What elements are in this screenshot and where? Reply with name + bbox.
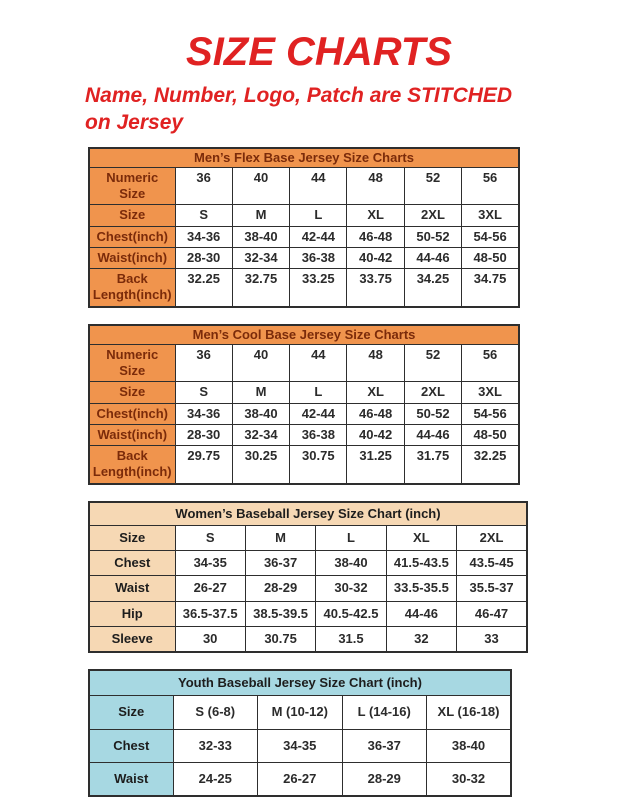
table-title: Men’s Flex Base Jersey Size Charts <box>89 148 519 168</box>
table-cell: M <box>232 382 289 403</box>
table-cell: 33.75 <box>347 269 404 307</box>
table-cell: 2XL <box>457 525 527 550</box>
table-cell: L <box>316 525 386 550</box>
table-row <box>89 525 527 550</box>
table-cell: 28-29 <box>342 762 427 796</box>
table-cell: 26-27 <box>175 576 245 601</box>
table-title: Men’s Cool Base Jersey Size Charts <box>89 325 519 345</box>
table-cell: S <box>175 205 232 226</box>
table-cell: 36-37 <box>245 551 315 576</box>
table-cell: 34.25 <box>404 269 461 307</box>
table-cell: 48 <box>347 344 404 382</box>
table-cell: 40-42 <box>347 247 404 268</box>
mens-flex-base-table <box>88 147 520 308</box>
table-cell: 28-29 <box>245 576 315 601</box>
table-row <box>89 762 511 796</box>
table-cell: 38.5-39.5 <box>245 601 315 626</box>
table-title-row <box>89 502 527 526</box>
table-cell: 33.5-35.5 <box>386 576 456 601</box>
table-cell: 32.75 <box>232 269 289 307</box>
table-title-row <box>89 325 519 345</box>
table-cell: 38-40 <box>232 403 289 424</box>
table-cell: 50-52 <box>404 403 461 424</box>
table-cell: S <box>175 382 232 403</box>
row-label: Chest <box>89 551 175 576</box>
table-cell: 31.25 <box>347 446 404 484</box>
table-cell: L (14-16) <box>342 696 427 729</box>
table-cell: 48-50 <box>462 247 519 268</box>
table-title: Women’s Baseball Jersey Size Chart (inch) <box>89 502 527 526</box>
table-cell: XL <box>347 382 404 403</box>
table-cell: 40-42 <box>347 424 404 445</box>
page <box>0 30 638 797</box>
table-cell: 56 <box>462 344 519 382</box>
table-row <box>89 696 511 729</box>
table-cell: 34-35 <box>258 729 343 762</box>
row-label: Back Length(inch) <box>89 446 175 484</box>
youth-baseball-table <box>88 669 512 797</box>
table-cell: L <box>290 205 347 226</box>
table-cell: L <box>290 382 347 403</box>
table-cell: XL <box>386 525 456 550</box>
table-cell: XL (16-18) <box>427 696 512 729</box>
table-cell: 41.5-43.5 <box>386 551 456 576</box>
table-cell: 2XL <box>404 382 461 403</box>
table-cell: S (6-8) <box>173 696 258 729</box>
row-label: Chest <box>89 729 173 762</box>
table-cell: 54-56 <box>462 226 519 247</box>
table-cell: 44 <box>290 344 347 382</box>
table-row <box>89 626 527 652</box>
table-row <box>89 382 519 403</box>
table-cell: 42-44 <box>290 226 347 247</box>
table-cell: 28-30 <box>175 424 232 445</box>
table-cell: 34.75 <box>462 269 519 307</box>
table-cell: 31.75 <box>404 446 461 484</box>
table-cell: 24-25 <box>173 762 258 796</box>
table-cell: 50-52 <box>404 226 461 247</box>
table-cell: 36-38 <box>290 424 347 445</box>
table-cell: 30.75 <box>290 446 347 484</box>
table-row <box>89 167 519 205</box>
table-cell: 44 <box>290 167 347 205</box>
table-cell: M (10-12) <box>258 696 343 729</box>
row-label: Waist(inch) <box>89 424 175 445</box>
row-label: Hip <box>89 601 175 626</box>
table-cell: 32 <box>386 626 456 652</box>
row-label: Size <box>89 525 175 550</box>
page-title: SIZE CHARTS <box>186 30 452 74</box>
table-cell: 38-40 <box>427 729 512 762</box>
table-cell: 36-37 <box>342 729 427 762</box>
table-cell: 29.75 <box>175 446 232 484</box>
table-cell: 40 <box>232 167 289 205</box>
row-label: Size <box>89 382 175 403</box>
table-cell: 46-48 <box>347 226 404 247</box>
table-cell: 32.25 <box>462 446 519 484</box>
table-cell: 28-30 <box>175 247 232 268</box>
row-label: Chest(inch) <box>89 226 175 247</box>
table-cell: 30 <box>175 626 245 652</box>
table-row <box>89 551 527 576</box>
table-cell: 34-36 <box>175 403 232 424</box>
table-cell: 3XL <box>462 382 519 403</box>
table-cell: 54-56 <box>462 403 519 424</box>
row-label: Back Length(inch) <box>89 269 175 307</box>
table-row <box>89 226 519 247</box>
table-cell: 48 <box>347 167 404 205</box>
row-label: Waist <box>89 576 175 601</box>
page-subtitle <box>85 82 638 137</box>
table-cell: 33.25 <box>290 269 347 307</box>
table-cell: 43.5-45 <box>457 551 527 576</box>
table-cell: 44-46 <box>404 247 461 268</box>
table-title: Youth Baseball Jersey Size Chart (inch) <box>89 670 511 696</box>
table-cell: 34-36 <box>175 226 232 247</box>
table-cell: S <box>175 525 245 550</box>
table-cell: XL <box>347 205 404 226</box>
table-cell: 32-33 <box>173 729 258 762</box>
table-cell: 38-40 <box>316 551 386 576</box>
table-row <box>89 403 519 424</box>
row-label: Chest(inch) <box>89 403 175 424</box>
table-cell: 30-32 <box>316 576 386 601</box>
row-label: Numeric Size <box>89 344 175 382</box>
table-cell: 32.25 <box>175 269 232 307</box>
table-cell: 52 <box>404 344 461 382</box>
womens-baseball-table <box>88 501 528 654</box>
table-cell: 56 <box>462 167 519 205</box>
table-row <box>89 205 519 226</box>
row-label: Numeric Size <box>89 167 175 205</box>
table-row <box>89 576 527 601</box>
table-cell: 30-32 <box>427 762 512 796</box>
row-label: Size <box>89 205 175 226</box>
table-cell: 31.5 <box>316 626 386 652</box>
table-row <box>89 424 519 445</box>
table-cell: 36 <box>175 344 232 382</box>
table-cell: 26-27 <box>258 762 343 796</box>
table-cell: 30.25 <box>232 446 289 484</box>
row-label: Sleeve <box>89 626 175 652</box>
table-row <box>89 601 527 626</box>
table-cell: 34-35 <box>175 551 245 576</box>
table-cell: 44-46 <box>404 424 461 445</box>
table-cell: 52 <box>404 167 461 205</box>
table-row <box>89 247 519 268</box>
table-cell: M <box>232 205 289 226</box>
table-cell: 40 <box>232 344 289 382</box>
table-row <box>89 269 519 307</box>
table-title-row <box>89 670 511 696</box>
table-row <box>89 344 519 382</box>
table-cell: 46-48 <box>347 403 404 424</box>
table-cell: 2XL <box>404 205 461 226</box>
mens-cool-base-table <box>88 324 520 485</box>
table-cell: 3XL <box>462 205 519 226</box>
table-cell: 44-46 <box>386 601 456 626</box>
row-label: Size <box>89 696 173 729</box>
table-row <box>89 729 511 762</box>
table-cell: 40.5-42.5 <box>316 601 386 626</box>
table-cell: 36 <box>175 167 232 205</box>
table-cell: 32-34 <box>232 424 289 445</box>
table-cell: 48-50 <box>462 424 519 445</box>
row-label: Waist(inch) <box>89 247 175 268</box>
table-cell: M <box>245 525 315 550</box>
table-cell: 32-34 <box>232 247 289 268</box>
page-subtitle-line1: Name, Number, Logo, Patch are STITCHED <box>85 84 513 107</box>
table-cell: 38-40 <box>232 226 289 247</box>
table-row <box>89 446 519 484</box>
table-cell: 33 <box>457 626 527 652</box>
table-cell: 35.5-37 <box>457 576 527 601</box>
page-subtitle-line2: on Jersey <box>85 111 184 135</box>
table-cell: 46-47 <box>457 601 527 626</box>
row-label: Waist <box>89 762 173 796</box>
table-cell: 30.75 <box>245 626 315 652</box>
table-cell: 42-44 <box>290 403 347 424</box>
table-title-row <box>89 148 519 168</box>
table-cell: 36-38 <box>290 247 347 268</box>
table-cell: 36.5-37.5 <box>175 601 245 626</box>
